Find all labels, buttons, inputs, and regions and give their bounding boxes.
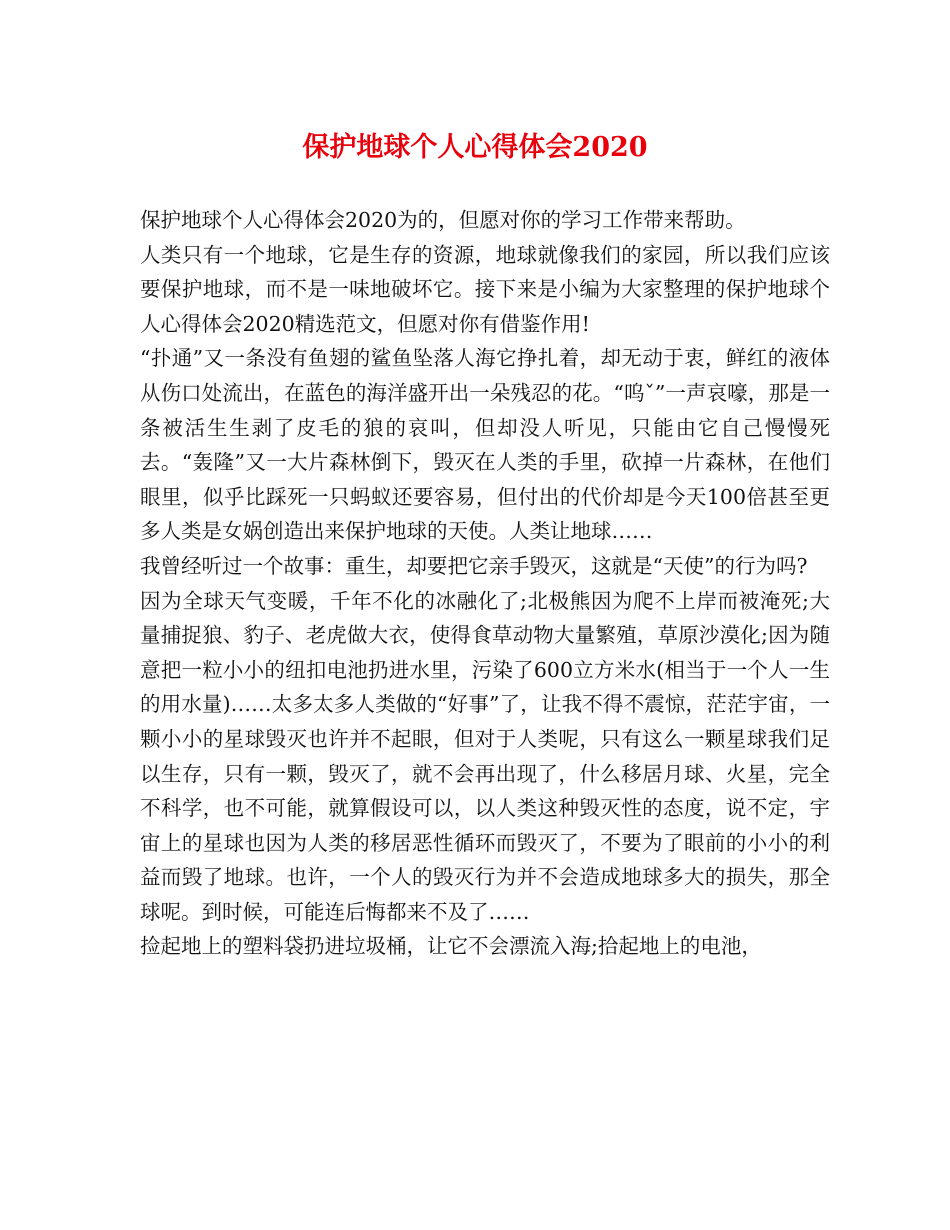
paragraph-scenes: “扑通”又一条没有鱼翅的鲨鱼坠落人海它挣扎着，却无动于衷，鲜红的液体从伤口处流出，在蓝色的海洋盛开出一朵残忍的花。“呜ˇ”一声哀嚎，那是一条被活生生剥了皮毛的狼的哀叫，但却没人听见，只能由它自己慢慢死去。“轰隆”又一大片森林倒下，毁灭在人类的手里，砍掉一片森林，在他们眼里，似乎比踩死一只蚂蚁还要容易，但付出的代价却是今天100倍甚至更多人类是女娲创造出来保护地球的天使。人类让地球…… [140,346,830,544]
document-title: 保护地球个人心得体会2020 [302,132,648,163]
paragraph-summary: 人类只有一个地球，它是生存的资源，地球就像我们的家园，所以我们应该要保护地球，而不是一味地破坏它。接下来是小编为大家整理的保护地球个人心得体会2020精选范文，但愿对你有借鉴作用! [140,242,830,336]
paragraph-intro: 保护地球个人心得体会2020为的，但愿对你的学习工作带来帮助。 [140,208,746,232]
paragraph-actions: 捡起地上的塑料袋扔进垃圾桶，让它不会漂流入海;拾起地上的电池， [140,934,762,959]
paragraph-consequences: 因为全球天气变暖，千年不化的冰融化了;北极熊因为爬不上岸而被淹死;大量捕捉狼、豹子、老虎做大衣，使得食草动物大量繁殖，草原沙漠化;因为随意把一粒小小的纽扣电池扔进水里，污染了600立方米水(相当于一个人一生的用水量)……太多太多人类做的“好事”了，让我不得不震惊，茫茫宇宙，一颗小小的星球毁灭也许并不起眼，但对于人类呢，只有这么一颗星球我们足以生存，只有一颗，毁灭了，就不会再出现了，什么移居月球、火星，完全不科学，也不可能，就算假设可以，以人类这种毁灭性的态度，说不定，宇宙上的星球也因为人类的移居恶性循环而毁灭了，不要为了眼前的小小的利益而毁了地球。也许，一个人的毁灭行为并不会造成地球多大的损失，那全球呢。到时候，可能连后悔都来不及了…… [140,588,830,924]
paragraph-story: 我曾经听过一个故事：重生，却要把它亲手毁灭，这就是“天使”的行为吗? [140,553,808,578]
document-body [140,203,830,964]
